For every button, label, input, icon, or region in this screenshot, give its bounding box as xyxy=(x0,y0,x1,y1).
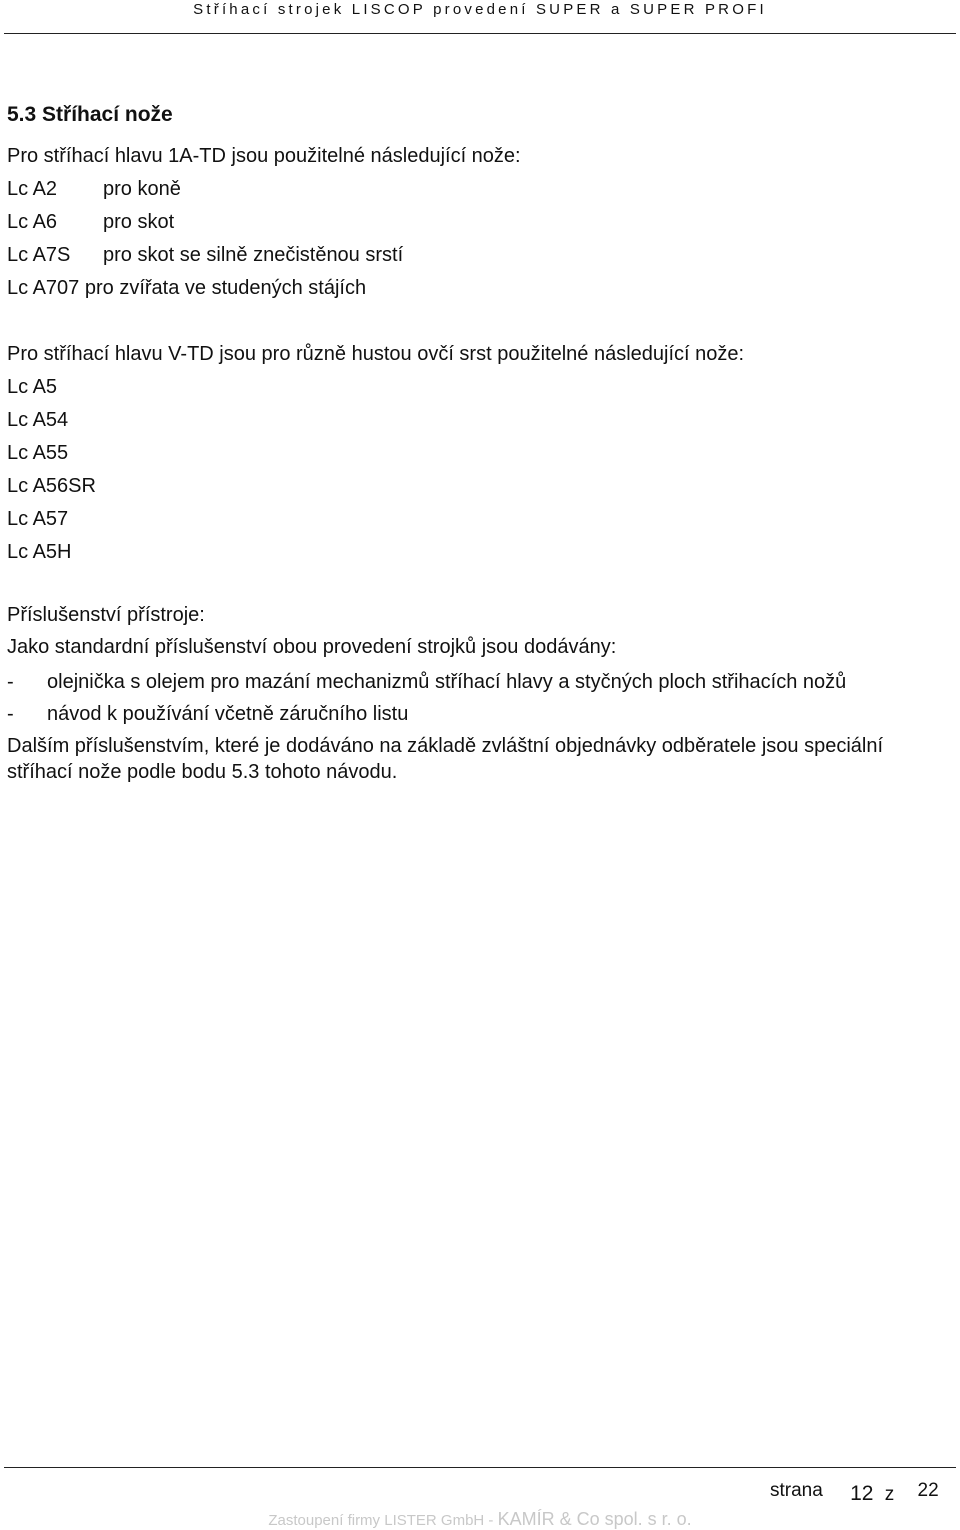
accessories-extra: Dalším příslušenstvím, které je dodáváno na základě zvláštní objednávky odběratele jsou speciální stříhací nože podle bodu 5.3 tohoto návodu. xyxy=(7,735,884,783)
blade-code: Lc A5H xyxy=(7,541,72,563)
blade-code: Lc A2 xyxy=(7,178,58,200)
spacer xyxy=(7,305,952,338)
blade-code: Lc A54 xyxy=(7,409,69,431)
page-number xyxy=(770,1478,939,1505)
blade-use: pro skot xyxy=(103,211,175,233)
accessories-intro: Jako standardní příslušenství obou provedení strojků jsou dodávány: xyxy=(7,636,617,658)
blade-row xyxy=(7,239,952,272)
intro-v-td: Pro stříhací hlavu V-TD jsou pro různě hustou ovčí srst použitelné následující nože: xyxy=(7,343,745,365)
blade-row xyxy=(7,272,952,305)
blade-use: pro koně xyxy=(103,178,181,200)
page-total: 22 xyxy=(917,1480,939,1501)
blade-row xyxy=(7,206,952,239)
page-of: z xyxy=(884,1484,895,1505)
page-current: 12 xyxy=(850,1482,874,1505)
accessories-heading: Příslušenství přístroje: xyxy=(7,604,205,626)
intro-1a-td: Pro stříhací hlavu 1A-TD jsou použitelné následující nože: xyxy=(7,145,521,167)
blade-code: Lc A707 xyxy=(7,277,80,299)
footer-divider xyxy=(4,1467,956,1468)
list-dash: - xyxy=(7,671,14,693)
list-item-text: olejnička s olejem pro mazání mechanizmů stříhací hlavy a styčných ploch střihacích nožů xyxy=(47,671,847,693)
spacer xyxy=(7,569,952,599)
header-title: Stříhací strojek LISCOP provedení SUPER a SUPER PROFI xyxy=(193,1,767,18)
blade-use: pro zvířata ve studených stájích xyxy=(84,277,367,299)
blade-use: pro skot se silně znečistěnou srstí xyxy=(103,244,404,266)
header-divider xyxy=(4,33,956,34)
company-part-1: Zastoupení firmy LISTER GmbH - xyxy=(268,1512,494,1529)
list-item xyxy=(7,669,952,695)
document-body xyxy=(7,100,952,785)
blade-code: Lc A6 xyxy=(7,211,58,233)
section-title: 5.3 Stříhací nože xyxy=(7,103,173,126)
blade-code: Lc A5 xyxy=(7,376,58,398)
blade-code: Lc A7S xyxy=(7,244,71,266)
accessories-section xyxy=(7,599,952,785)
footer-company xyxy=(0,1509,960,1530)
company-part-2: KAMÍR & Co spol. s r. o. xyxy=(497,1509,692,1529)
list-dash: - xyxy=(7,703,14,725)
list-item-text: návod k používání včetně záručního listu xyxy=(47,703,409,725)
blade-code: Lc A56SR xyxy=(7,475,96,497)
blade-row xyxy=(7,173,952,206)
document-header xyxy=(0,0,960,24)
blade-code: Lc A57 xyxy=(7,508,69,530)
list-item xyxy=(7,701,952,727)
page-label: strana xyxy=(770,1480,823,1501)
blade-code: Lc A55 xyxy=(7,442,69,464)
